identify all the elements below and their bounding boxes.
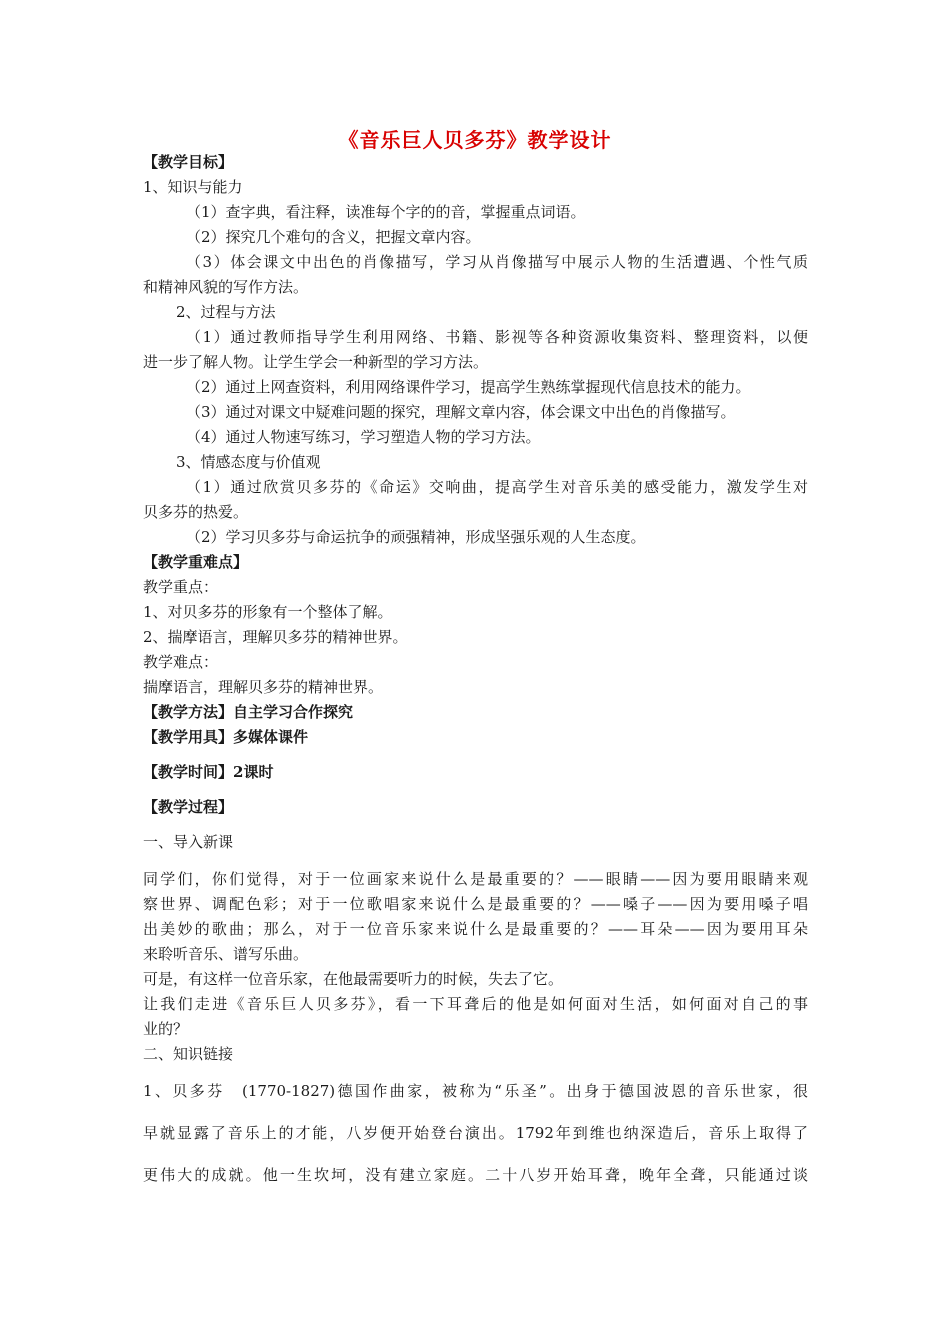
text-line: 2、揣摩语言，理解贝多芬的精神世界。: [143, 628, 408, 646]
text-line: （2）学习贝多芬与命运抗争的顽强精神，形成坚强乐观的人生态度。: [186, 528, 646, 546]
text-line: 业的？: [143, 1020, 189, 1038]
text-line: 教学重点：: [143, 578, 219, 596]
section-heading: 【教学重难点】: [143, 553, 249, 571]
text-line: 更伟大的成就。他一生坎坷，没有建立家庭。二十八岁开始耳聋，晚年全聋，只能通过谈: [143, 1166, 808, 1184]
text-line: 同学们，你们觉得，对于一位画家来说什么是最重要的？——眼睛——因为要用眼睛来观: [143, 870, 808, 888]
subsection-heading: 3、情感态度与价值观: [176, 453, 321, 471]
section-heading: 【教学时间】2课时: [143, 763, 274, 781]
text-line: 来聆听音乐、谱写乐曲。: [143, 945, 309, 963]
text-line: （1）通过欣赏贝多芬的《命运》交响曲，提高学生对音乐美的感受能力，激发学生对: [186, 478, 808, 496]
text-line: （2）通过上网查资料，利用网络课件学习，提高学生熟练掌握现代信息技术的能力。: [186, 378, 751, 396]
text-line: （2）探究几个难句的含义，把握文章内容。: [186, 228, 481, 246]
text-line: 进一步了解人物。让学生学会一种新型的学习方法。: [143, 353, 489, 371]
text-line: 出美妙的歌曲；那么，对于一位音乐家来说什么是最重要的？——耳朵——因为要用耳朵: [143, 920, 808, 938]
text-line: 1、贝多芬 (1770-1827)德国作曲家，被称为“乐圣”。出身于德国波恩的音乐世家，很: [143, 1082, 808, 1100]
subsection-heading: 2、过程与方法: [176, 303, 276, 321]
text-line: （3）体会课文中出色的肖像描写，学习从肖像描写中展示人物的生活遭遇、个性气质: [186, 253, 808, 271]
section-heading: 【教学用具】多媒体课件: [143, 728, 309, 746]
subsection-heading: 一、导入新课: [143, 833, 234, 851]
text-line: 察世界、调配色彩；对于一位歌唱家来说什么是最重要的？——嗓子——因为要用嗓子唱: [143, 895, 808, 913]
subsection-heading: 1、知识与能力: [143, 178, 243, 196]
section-heading: 【教学方法】自主学习合作探究: [143, 703, 354, 721]
subsection-heading: 二、知识链接: [143, 1045, 234, 1063]
text-line: 让我们走进《音乐巨人贝多芬》，看一下耳聋后的他是如何面对生活，如何面对自己的事: [143, 995, 808, 1013]
text-line: 贝多芬的热爱。: [143, 503, 249, 521]
text-line: （1）查字典，看注释，读准每个字的的音，掌握重点词语。: [186, 203, 586, 221]
text-line: 教学难点：: [143, 653, 219, 671]
section-heading: 【教学目标】: [143, 153, 234, 171]
text-line: （1）通过教师指导学生利用网络、书籍、影视等各种资源收集资料、整理资料，以便: [186, 328, 808, 346]
page-title: 《音乐巨人贝多芬》教学设计: [338, 128, 612, 152]
text-line: （4）通过人物速写练习，学习塑造人物的学习方法。: [186, 428, 541, 446]
text-line: 揣摩语言，理解贝多芬的精神世界。: [143, 678, 384, 696]
section-heading: 【教学过程】: [143, 798, 234, 816]
text-line: 可是，有这样一位音乐家，在他最需要听力的时候，失去了它。: [143, 970, 564, 988]
text-line: 早就显露了音乐上的才能，八岁便开始登台演出。1792年到维也纳深造后，音乐上取得了: [143, 1124, 808, 1142]
text-line: 1、对贝多芬的形象有一个整体了解。: [143, 603, 393, 621]
text-line: （3）通过对课文中疑难问题的探究，理解文章内容，体会课文中出色的肖像描写。: [186, 403, 736, 421]
text-line: 和精神风貌的写作方法。: [143, 278, 309, 296]
